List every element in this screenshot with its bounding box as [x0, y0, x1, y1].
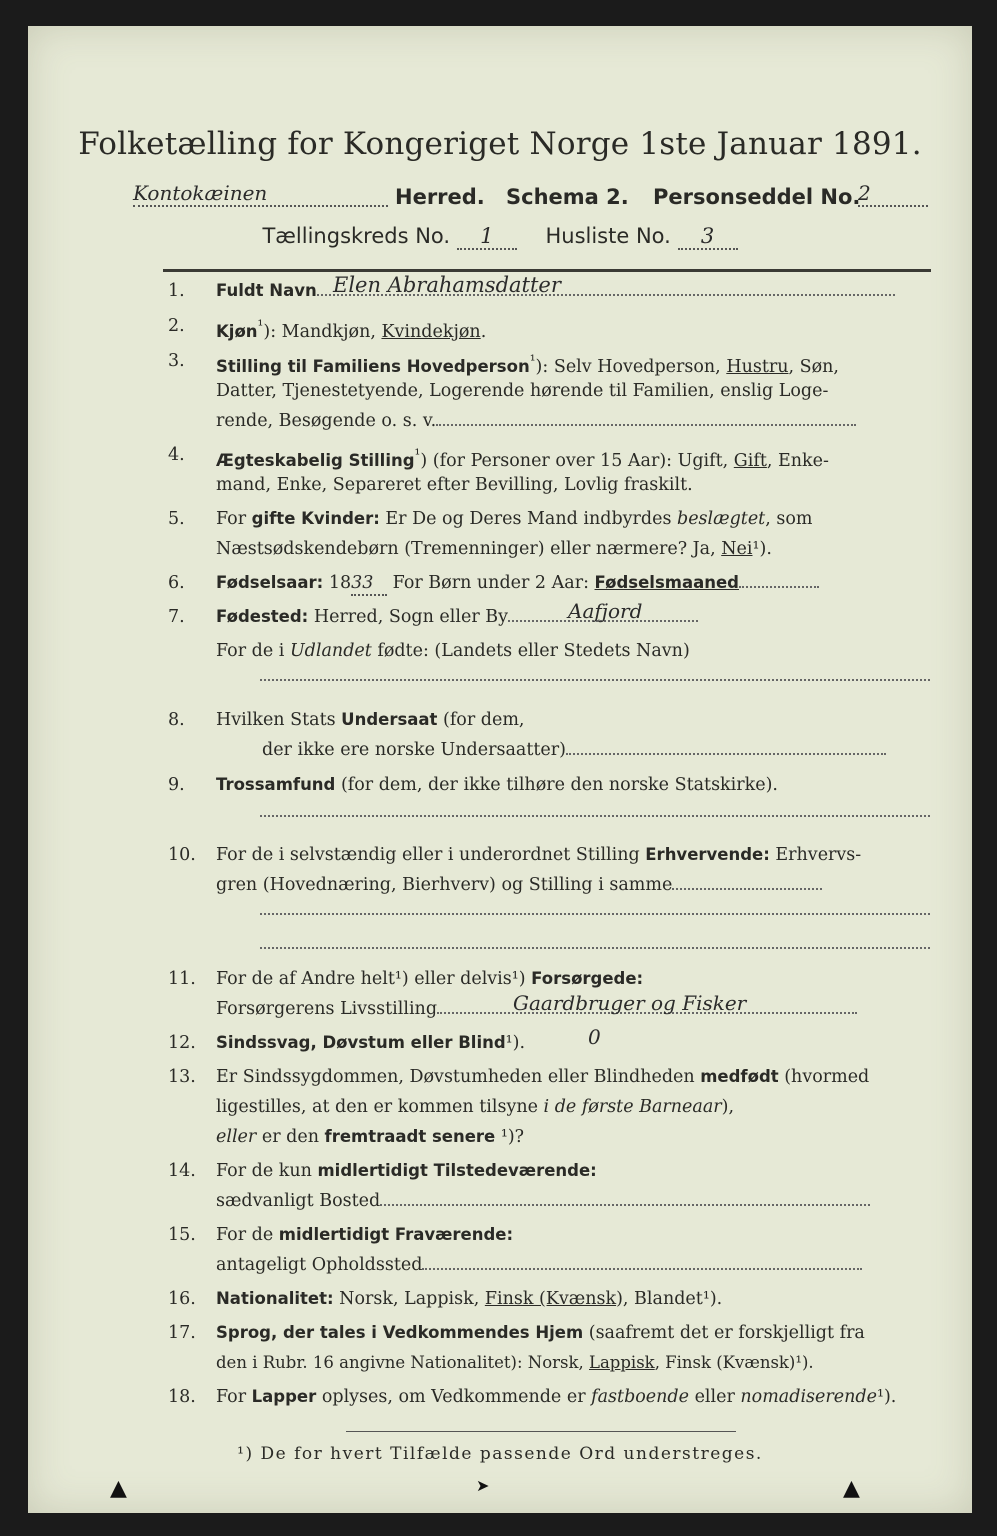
- q7-line2-b: fødte: (Landets eller Stedets Navn): [371, 641, 690, 661]
- q1-value: Elen Abrahamsdatter: [333, 273, 561, 297]
- q5-label: gifte Kvinder:: [251, 509, 380, 528]
- q10-text-b: Erhvervs-: [769, 845, 862, 865]
- header-rule: [163, 269, 931, 272]
- q2-text-b: Kvindekjøn: [381, 321, 481, 342]
- q4-number: 4.: [168, 445, 185, 465]
- q11-value: Gaardbruger og Fisker: [513, 991, 747, 1015]
- q6-text-a: 18: [323, 573, 352, 593]
- q18-label: Lapper: [251, 1387, 317, 1406]
- q10-label: Erhvervende:: [645, 845, 770, 864]
- q3-number: 3.: [168, 351, 185, 371]
- schema-label: Schema 2.: [506, 185, 629, 209]
- q16-text-b: Finsk (Kvænsk: [484, 1289, 617, 1309]
- q3-label: Stilling til Familiens Hovedperson: [216, 356, 530, 376]
- q4-label: Ægteskabelig Stilling: [216, 450, 415, 470]
- q16-label: Nationalitet:: [216, 1289, 334, 1308]
- q6-label2: Fødselsmaaned: [594, 573, 739, 592]
- q2-text-a: ): Mandkjøn,: [263, 321, 382, 342]
- q3-line3: rende, Besøgende o. s. v.: [216, 411, 437, 431]
- q4-sup: ¹: [414, 446, 421, 463]
- q4-text-b: Gift: [733, 450, 767, 471]
- q5-text-c: , som: [765, 509, 813, 529]
- footnote-rule: [346, 1431, 736, 1432]
- q9-number: 9.: [168, 775, 185, 795]
- q11-label: Forsørgede:: [531, 969, 644, 988]
- q5-text-b: Er De og Deres Mand indbyrdes: [379, 509, 677, 529]
- q3-text-b: Hustru: [726, 356, 789, 377]
- q3-text-a: ): Selv Hovedperson,: [535, 356, 727, 377]
- q5-line2-b: Nei: [721, 539, 753, 559]
- q17-line2-a: den i Rubr. 16 angivne Nationalitet): Norsk,: [216, 1353, 590, 1372]
- personseddel-label: Personseddel No.: [653, 185, 861, 209]
- q13-number: 13.: [168, 1067, 196, 1087]
- q7-label: Fødested:: [216, 607, 309, 626]
- q18-italic-2: nomadiserende: [740, 1387, 877, 1407]
- q10-number: 10.: [168, 845, 196, 865]
- q7-line2-italic: Udlandet: [289, 641, 372, 661]
- q17-line2-b: Lappisk: [589, 1353, 655, 1372]
- footnote: ¹) De for hvert Tilfælde passende Ord understreges.: [237, 1444, 763, 1464]
- q13-line3-c: ¹)?: [495, 1127, 525, 1147]
- q5-text-italic: beslægtet: [677, 509, 766, 529]
- q16-number: 16.: [168, 1289, 196, 1309]
- q6-text-b: For Børn under 2 Aar:: [387, 573, 595, 593]
- q10-line2: gren (Hovednæring, Bierhverv) og Stilling i samme: [216, 875, 673, 895]
- q13-text-b: (hvormed: [778, 1067, 870, 1087]
- q17-number: 17.: [168, 1323, 196, 1343]
- q5-number: 5.: [168, 509, 185, 529]
- q4-text-a: ) (for Personer over 15 Aar): Ugift,: [420, 450, 734, 471]
- q2-number: 2.: [168, 316, 185, 336]
- q7-number: 7.: [168, 607, 185, 627]
- q4-text-c: , Enke-: [766, 450, 829, 471]
- q14-label: midlertidigt Tilstedeværende:: [317, 1161, 597, 1180]
- q2-label: Kjøn: [216, 321, 258, 341]
- husliste-value: 3: [678, 224, 738, 250]
- q17-label: Sprog, der tales i Vedkommendes Hjem: [216, 1323, 584, 1342]
- kreds-value: 1: [457, 224, 517, 250]
- q9-text: (for dem, der ikke tilhøre den norske Statskirke).: [335, 775, 778, 795]
- herred-label: Herred.: [395, 185, 485, 209]
- q4-line2: mand, Enke, Separeret efter Bevilling, Lovlig fraskilt.: [216, 475, 693, 495]
- q14-line2: sædvanligt Bosted: [216, 1191, 381, 1211]
- q15-label: midlertidigt Fraværende:: [278, 1225, 514, 1244]
- q7-blank-line: [260, 678, 930, 681]
- q2-sup: ¹: [257, 317, 264, 334]
- q6-label: Fødselsaar:: [216, 573, 324, 592]
- q13-line3-italic: eller: [216, 1127, 257, 1147]
- q9-label: Trossamfund: [216, 775, 336, 794]
- q13-label: medfødt: [700, 1067, 779, 1086]
- q8-line2: der ikke ere norske Undersaatter): [262, 740, 566, 760]
- q11-number: 11.: [168, 969, 196, 989]
- corner-mark-center-icon: ➤: [476, 1476, 490, 1495]
- q18-text-d: ¹).: [876, 1387, 897, 1407]
- q13-text-a: Er Sindssygdommen, Døvstumheden eller Blindheden: [216, 1067, 701, 1087]
- q11-text-a: For de af Andre helt¹) eller delvis¹): [216, 969, 532, 989]
- q12-text: ¹).: [505, 1033, 526, 1053]
- q8-label: Undersaat: [341, 710, 438, 729]
- header-row-herred: [133, 181, 933, 217]
- q13-line2-italic: i de første Barneaar: [543, 1097, 722, 1117]
- q17-text: (saafremt det er forskjelligt fra: [583, 1323, 865, 1343]
- q15-line2: antageligt Opholdssted: [216, 1255, 423, 1275]
- q10-blank-line-1: [260, 912, 930, 915]
- q1-number: 1.: [168, 281, 185, 301]
- husliste-label: Husliste No.: [545, 224, 671, 248]
- q14-text: For de kun: [216, 1161, 318, 1181]
- q14-number: 14.: [168, 1161, 196, 1181]
- q12-label: Sindssvag, Døvstum eller Blind: [216, 1033, 506, 1052]
- q6-value: 33: [351, 572, 387, 596]
- q10-blank-line-2: [260, 946, 930, 949]
- q10-text-a: For de i selvstændig eller i underordnet Stilling: [216, 845, 646, 865]
- q3-line2: Datter, Tjenestetyende, Logerende hørende til Familien, enslig Loge-: [216, 381, 829, 401]
- q18-number: 18.: [168, 1387, 196, 1407]
- q3-text-c: , Søn,: [788, 356, 839, 377]
- q7-text: Herred, Sogn eller By: [308, 607, 508, 627]
- personseddel-value: 2: [858, 181, 928, 207]
- q13-line3-a: er den: [256, 1127, 325, 1147]
- q8-text-b: (for dem,: [437, 710, 525, 730]
- q9-blank-line: [260, 814, 930, 817]
- q5-line2-c: ¹).: [752, 539, 772, 559]
- q18-text-c: eller: [689, 1387, 741, 1407]
- q5-text-a: For: [216, 509, 252, 529]
- q13-line2-a: ligestilles, at den er kommen tilsyne: [216, 1097, 544, 1117]
- q1-label: Fuldt Navn: [216, 281, 317, 300]
- q16-text-c: ), Blandet¹).: [616, 1289, 723, 1309]
- q18-text-a: For: [216, 1387, 252, 1407]
- q8-text-a: Hvilken Stats: [216, 710, 342, 730]
- q3-sup: ¹: [529, 352, 536, 369]
- q7-line2-a: For de i: [216, 641, 290, 661]
- q15-number: 15.: [168, 1225, 196, 1245]
- q15-text: For de: [216, 1225, 279, 1245]
- q16-text-a: Norsk, Lappisk,: [333, 1289, 485, 1309]
- q11-line2: Forsørgerens Livsstilling: [216, 999, 438, 1019]
- q18-italic-1: fastboende: [591, 1387, 689, 1407]
- q5-line2-a: Næstsødskendebørn (Tremenninger) eller nærmere? Ja,: [216, 539, 722, 559]
- q12-value: 0: [588, 1025, 601, 1049]
- q2-text-c: .: [480, 321, 487, 342]
- herred-value: Kontokæinen: [133, 181, 388, 207]
- q6-number: 6.: [168, 573, 185, 593]
- corner-mark-left-icon: ▲: [110, 1476, 127, 1501]
- q8-number: 8.: [168, 710, 185, 730]
- form-title: Folketælling for Kongeriget Norge 1ste Januar 1891.: [78, 126, 922, 162]
- q17-line2-c: , Finsk (Kvænsk)¹).: [654, 1353, 814, 1372]
- q7-value: Aafjord: [568, 599, 643, 623]
- q13-line3-b: fremtraadt senere: [324, 1127, 496, 1146]
- corner-mark-right-icon: ▲: [843, 1476, 860, 1501]
- kreds-label: Tællingskreds No.: [262, 224, 451, 248]
- census-form-sheet: [28, 26, 972, 1513]
- header-row-kreds: [28, 224, 972, 250]
- q13-line2-b: ),: [721, 1097, 735, 1117]
- q18-text-b: oplyses, om Vedkommende er: [316, 1387, 592, 1407]
- q12-number: 12.: [168, 1033, 196, 1053]
